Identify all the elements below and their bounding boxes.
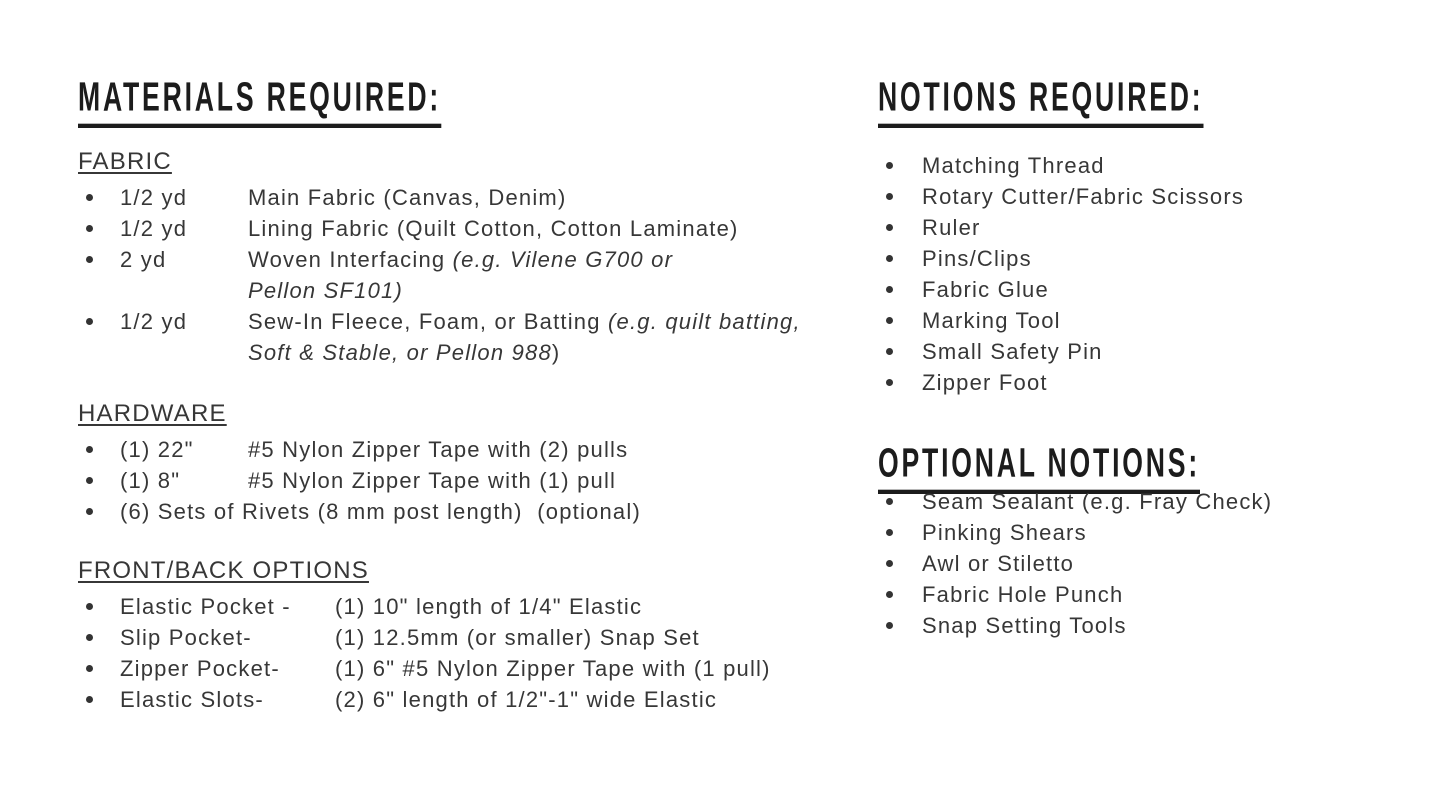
materials-required-heading-text: MATERIALS REQUIRED: (78, 74, 441, 128)
bullet-icon (878, 243, 922, 274)
fabric-item-desc: Lining Fabric (Quilt Cotton, Cotton Laminate) (248, 216, 739, 241)
fabric-item-qty: 1/2 yd (120, 309, 188, 334)
notions-item-row (878, 336, 1418, 367)
bullet-icon (878, 212, 922, 243)
hardware-section-title: HARDWARE (78, 400, 227, 427)
fabric-section-title: FABRIC (78, 148, 172, 175)
fabric-item-desc-note-cont: Pellon SF101) (248, 278, 404, 303)
notions-item-row (878, 181, 1418, 212)
bullet-icon (878, 486, 922, 517)
bullet-icon (78, 465, 120, 496)
frontback-item-desc: (1) 6" #5 Nylon Zipper Tape with (1 pull) (335, 656, 771, 681)
fabric-item-row (78, 213, 888, 244)
hardware-item-desc: #5 Nylon Zipper Tape with (1) pull (248, 468, 617, 493)
optional-notions-item-text: Snap Setting Tools (922, 613, 1127, 638)
bullet-icon (78, 244, 120, 306)
frontback-item-label: Zipper Pocket- (120, 656, 280, 681)
section-frontback-options (78, 557, 888, 715)
optional-notions-item-text: Seam Sealant (e.g. Fray Check) (922, 489, 1273, 514)
notions-item-row (878, 305, 1418, 336)
fabric-item-row (78, 182, 888, 213)
bullet-icon (78, 591, 120, 622)
fabric-item-desc: Main Fabric (Canvas, Denim) (248, 185, 567, 210)
optional-notions-item-text: Awl or Stiletto (922, 551, 1075, 576)
frontback-section-title: FRONT/BACK OPTIONS (78, 557, 369, 584)
frontback-item-desc: (2) 6" length of 1/2"-1" wide Elastic (335, 687, 718, 712)
fabric-item-desc-text: Woven Interfacing (248, 247, 453, 272)
hardware-item-full: (6) Sets of Rivets (8 mm post length) (optional) (120, 499, 641, 524)
optional-notions-heading-text: OPTIONAL NOTIONS: (878, 440, 1200, 494)
fabric-item-desc (248, 306, 888, 368)
optional-notions-item-text: Pinking Shears (922, 520, 1087, 545)
fabric-item-qty: 1/2 yd (120, 185, 188, 210)
hardware-item-qty: (1) 22" (120, 437, 194, 462)
notions-item-row (878, 150, 1418, 181)
bullet-icon (878, 305, 922, 336)
frontback-item-row (78, 591, 888, 622)
fabric-item-desc-note: (e.g. quilt batting, (607, 309, 801, 334)
hardware-item-row (78, 465, 888, 496)
notions-item-text: Marking Tool (922, 308, 1061, 333)
notions-item-text: Zipper Foot (922, 370, 1048, 395)
notions-required-heading (878, 74, 1343, 124)
frontback-item-desc: (1) 12.5mm (or smaller) Snap Set (335, 625, 700, 650)
bullet-icon (878, 150, 922, 181)
notions-item-text: Ruler (922, 215, 981, 240)
frontback-item-label: Slip Pocket- (120, 625, 252, 650)
bullet-icon (78, 622, 120, 653)
frontback-item-row (78, 622, 888, 653)
fabric-item-row (78, 306, 888, 368)
notions-item-row (878, 274, 1418, 305)
bullet-icon (878, 517, 922, 548)
notions-required-heading-text: NOTIONS REQUIRED: (878, 74, 1203, 128)
bullet-icon (878, 579, 922, 610)
optional-notions-item-row (878, 610, 1418, 641)
frontback-item-row (78, 684, 888, 715)
bullet-icon (878, 367, 922, 398)
frontback-item-row (78, 653, 888, 684)
bullet-icon (78, 306, 120, 368)
optional-notions-item-row (878, 548, 1418, 579)
notions-item-text: Matching Thread (922, 153, 1105, 178)
fabric-item-desc-text: Sew-In Fleece, Foam, or Batting (248, 309, 608, 334)
fabric-item-desc-note-cont: Soft & Stable, or Pellon 988 (248, 340, 552, 365)
hardware-item-row (78, 434, 888, 465)
fabric-item-desc-note: (e.g. Vilene G700 or (452, 247, 674, 272)
optional-notions-heading (878, 440, 1338, 490)
notions-item-text: Fabric Glue (922, 277, 1049, 302)
fabric-item-desc-close: ) (551, 340, 561, 365)
bullet-icon (78, 496, 120, 527)
optional-notions-item-row (878, 579, 1418, 610)
hardware-item-row (78, 496, 888, 527)
frontback-item-label: Elastic Pocket - (120, 594, 291, 619)
bullet-icon (78, 182, 120, 213)
bullet-icon (78, 434, 120, 465)
optional-notions-item-text: Fabric Hole Punch (922, 582, 1124, 607)
notions-item-text: Rotary Cutter/Fabric Scissors (922, 184, 1245, 209)
fabric-item-row (78, 244, 888, 306)
notions-item-text: Small Safety Pin (922, 339, 1103, 364)
section-fabric (78, 148, 888, 368)
optional-notions-item-row (878, 486, 1418, 517)
materials-required-heading (78, 74, 597, 124)
notions-item-row (878, 367, 1418, 398)
bullet-icon (78, 213, 120, 244)
frontback-item-desc: (1) 10" length of 1/4" Elastic (335, 594, 643, 619)
bullet-icon (78, 653, 120, 684)
bullet-icon (78, 684, 120, 715)
hardware-item-desc: #5 Nylon Zipper Tape with (2) pulls (248, 437, 629, 462)
notions-item-text: Pins/Clips (922, 246, 1032, 271)
notions-item-row (878, 243, 1418, 274)
fabric-item-qty: 2 yd (120, 247, 167, 272)
optional-notions-item-row (878, 517, 1418, 548)
frontback-item-label: Elastic Slots- (120, 687, 264, 712)
hardware-item-qty: (1) 8" (120, 468, 181, 493)
notions-item-row (878, 212, 1418, 243)
bullet-icon (878, 548, 922, 579)
section-optional-notions (878, 486, 1418, 641)
bullet-icon (878, 336, 922, 367)
fabric-item-desc (248, 244, 888, 306)
bullet-icon (878, 274, 922, 305)
section-notions (878, 150, 1418, 398)
bullet-icon (878, 181, 922, 212)
bullet-icon (878, 610, 922, 641)
fabric-item-qty: 1/2 yd (120, 216, 188, 241)
section-hardware (78, 400, 888, 527)
